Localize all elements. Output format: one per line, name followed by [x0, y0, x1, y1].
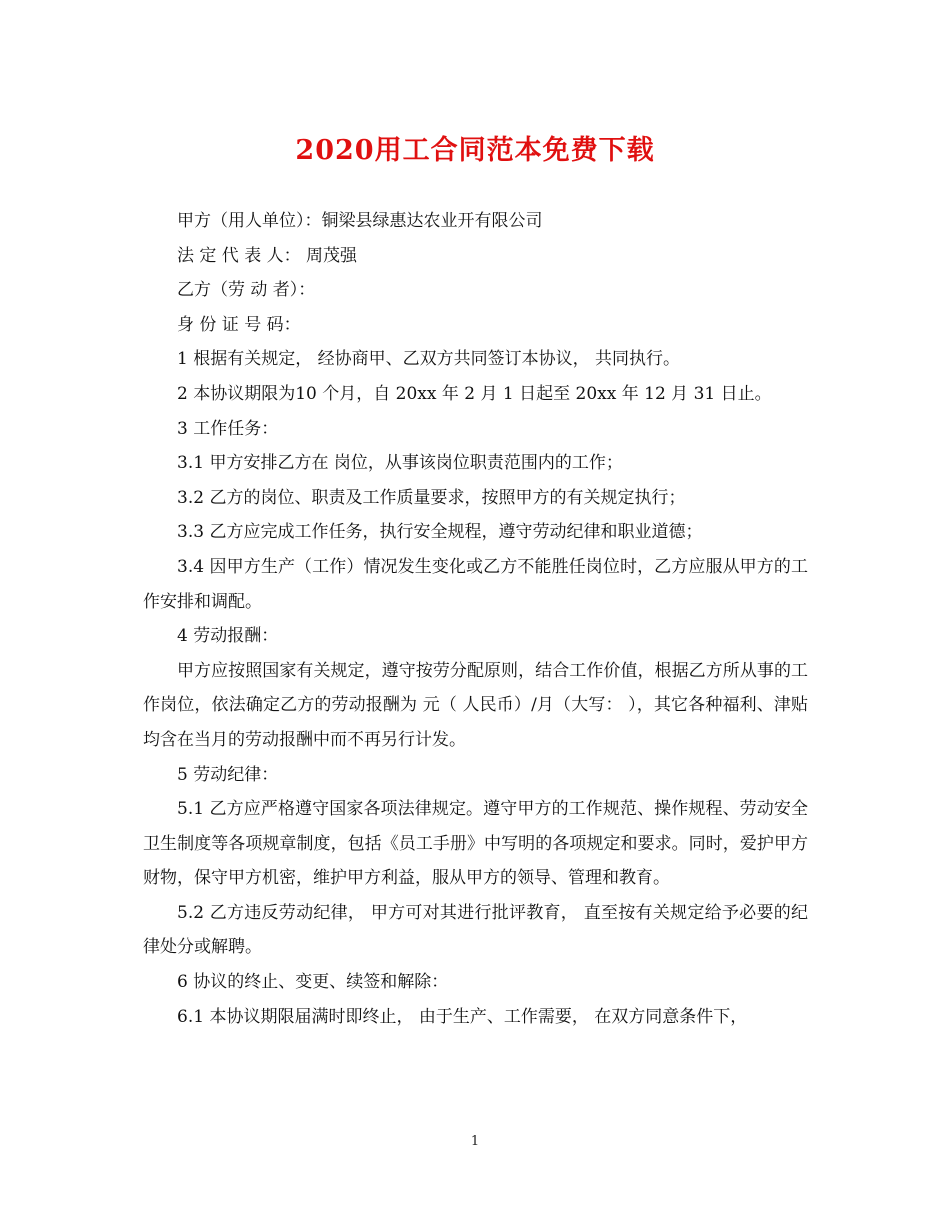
paragraph-clause-5-heading: 5 劳动纪律： [177, 764, 279, 785]
paragraph-clause-5-2: 5.2 乙方违反劳动纪律， 甲方可对其进行批评教育， 直至按有关规定给予必要的纪律处分或解聘。 [143, 902, 808, 958]
paragraph-clause-4-heading: 4 劳动报酬： [177, 626, 279, 647]
paragraph-id-number: 身 份 证 号 码： [177, 314, 301, 335]
paragraph-clause-3-2: 3.2 乙方的岗位、职责及工作质量要求，按照甲方的有关规定执行； [177, 487, 686, 508]
document-title: 2020用工合同范本免费下载 [295, 135, 655, 166]
paragraph-clause-6-1: 6.1 本协议期限届满时即终止， 由于生产、工作需要， 在双方同意条件下， [177, 1006, 748, 1027]
paragraph-clause-2: 2 本协议期限为10 个月，自 20xx 年 2 月 1 日起至 20xx 年 12 月 31 日止。 [177, 383, 772, 404]
document-body [143, 204, 808, 1034]
paragraph-clause-1: 1 根据有关规定， 经协商甲、乙双方共同签订本协议， 共同执行。 [177, 349, 681, 370]
paragraph-party-a: 甲方（用人单位）：铜梁县绿惠达农业开有限公司 [177, 211, 543, 231]
paragraph-clause-3-3: 3.3 乙方应完成工作任务，执行安全规程，遵守劳动纪律和职业道德； [177, 522, 703, 543]
paragraph-clause-5-1: 5.1 乙方应严格遵守国家各项法律规定。遵守甲方的工作规范、操作规程、劳动安全卫生制度等各项规章制度，包括《员工手册》中写明的各项规定和要求。同时，爱护甲方财物，保守甲方机密，维护甲方利益，服从甲方的领导、管理和教育。 [143, 799, 808, 889]
paragraph-clause-3-1: 3.1 甲方安排乙方在 岗位，从事该岗位职责范围内的工作； [177, 453, 623, 474]
paragraph-clause-3-heading: 3 工作任务： [177, 418, 279, 439]
page-number: 1 [470, 1134, 480, 1149]
paragraph-clause-4-body: 甲方应按照国家有关规定，遵守按劳分配原则，结合工作价值，根据乙方所从事的工作岗位，依法确定乙方的劳动报酬为 元（ 人民币）/月（大写： ），其它各种福利、津贴均含在当月的劳动报酬中而不再另行计发。 [143, 660, 808, 750]
paragraph-clause-6-heading: 6 协议的终止、变更、续签和解除： [177, 972, 449, 993]
paragraph-party-b: 乙方（劳 动 者）： [177, 280, 316, 301]
paragraph-legal-representative: 法 定 代 表 人： 周茂强 [177, 245, 358, 266]
paragraph-clause-3-4: 3.4 因甲方生产（工作）情况发生变化或乙方不能胜任岗位时，乙方应服从甲方的工作安排和调配。 [143, 556, 808, 612]
